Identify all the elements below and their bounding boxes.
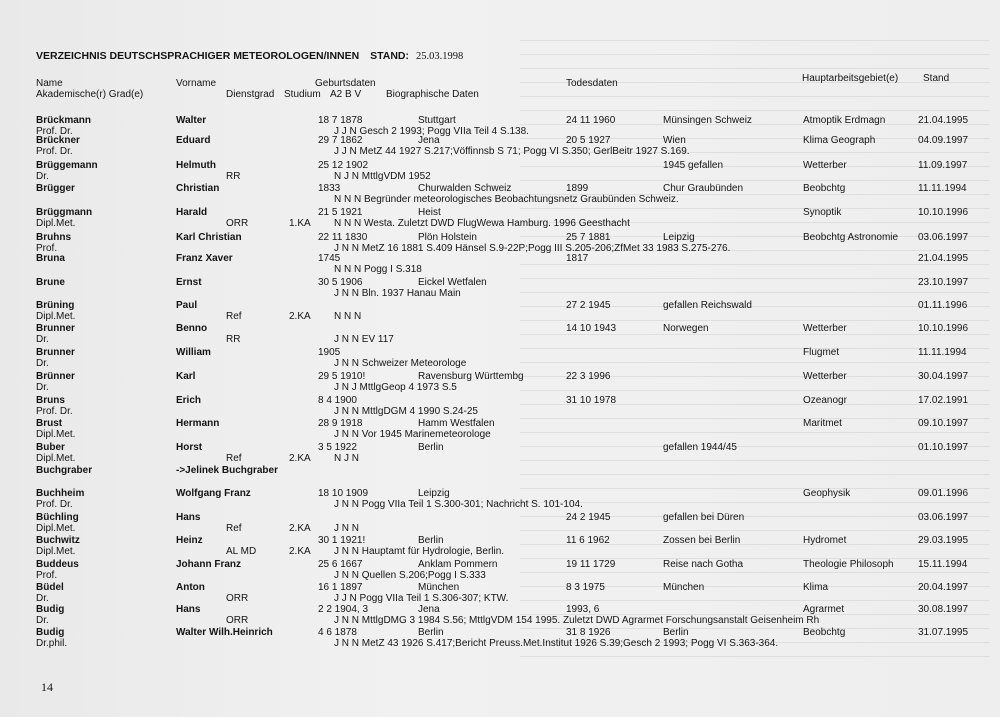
cell-grad: Dipl.Met. bbox=[36, 429, 76, 440]
cell-geb-ort: Leipzig bbox=[418, 488, 450, 499]
cell-bio: N N N Pogg I S.318 bbox=[334, 264, 422, 275]
cell-grad: Dipl.Met. bbox=[36, 311, 76, 322]
cell-geb: 30 1 1921! bbox=[318, 535, 366, 546]
cell-tod-ort: Zossen bei Berlin bbox=[663, 535, 741, 546]
stand-date: 25.03.1998 bbox=[415, 51, 464, 62]
cell-stand: 04.09.1997 bbox=[918, 135, 969, 146]
cell-dienst: Ref bbox=[226, 311, 242, 322]
cell-geb-ort: Ravensburg Württembg bbox=[418, 371, 524, 382]
cell-stand: 11.11.1994 bbox=[918, 347, 967, 358]
cell-tod-ort: Berlin bbox=[663, 627, 689, 638]
cell-geb-ort: Eickel Wetfalen bbox=[418, 277, 487, 288]
cell-grad: Prof. bbox=[36, 570, 58, 581]
cell-geb: 16 1 1897 bbox=[318, 582, 363, 593]
cell-tod-ort: Wien bbox=[663, 135, 686, 146]
header-geburtsdaten: Geburtsdaten bbox=[315, 78, 376, 89]
cell-studium: 2.KA bbox=[289, 453, 311, 464]
cell-vorname: Johann Franz bbox=[176, 559, 242, 570]
cell-gebiet: Hydromet bbox=[803, 535, 847, 546]
cell-name: Brüggemann bbox=[36, 160, 98, 171]
cell-grad: Dr. bbox=[36, 334, 49, 345]
cell-geb-ort: Jena bbox=[418, 604, 440, 615]
cell-tod: 22 3 1996 bbox=[566, 371, 611, 382]
cell-grad: Dipl.Met. bbox=[36, 546, 76, 557]
cell-stand: 11.09.1997 bbox=[918, 160, 968, 171]
cell-dienst: AL MD bbox=[226, 546, 257, 557]
cell-name: Bruhns bbox=[36, 232, 71, 243]
cell-vorname: Ernst bbox=[176, 277, 202, 288]
cell-gebiet: Wetterber bbox=[803, 371, 847, 382]
cell-grad: Dr. bbox=[36, 382, 49, 393]
cell-stand: 20.04.1997 bbox=[918, 582, 969, 593]
cell-geb: 30 5 1906 bbox=[318, 277, 363, 288]
cell-gebiet: Beobchtg bbox=[803, 183, 846, 194]
cell-name: Brückmann bbox=[36, 115, 92, 126]
document-title bbox=[36, 50, 463, 62]
cell-stand: 30.04.1997 bbox=[918, 371, 969, 382]
cell-geb: 25 6 1667 bbox=[318, 559, 363, 570]
cell-geb: 29 5 1910! bbox=[318, 371, 366, 382]
cell-grad: Dipl.Met. bbox=[36, 218, 76, 229]
cell-geb-ort: Jena bbox=[418, 135, 440, 146]
cell-gebiet: Geophysik bbox=[803, 488, 851, 499]
cell-bio: J N N Pogg VIIa Teil 1 S.300-301; Nachricht S. 101-104. bbox=[334, 499, 583, 510]
cell-name: Büchling bbox=[36, 512, 79, 523]
cell-dienst: ORR bbox=[226, 218, 249, 229]
cell-name: Brüggmann bbox=[36, 207, 93, 218]
cell-vorname: Christian bbox=[176, 183, 220, 194]
cell-bio: J J N MetZ 44 1927 S.217;Vöffinnsb S 71; Pogg VI S.350; GerlBeitr 1927 S.169. bbox=[334, 146, 690, 157]
cell-bio: J N N Bln. 1937 Hanau Main bbox=[334, 288, 461, 299]
cell-bio: J N N EV 117 bbox=[334, 334, 394, 345]
cell-geb-ort: Stuttgart bbox=[418, 115, 456, 126]
cell-name: Brunner bbox=[36, 347, 75, 358]
cell-stand: 15.11.1994 bbox=[918, 559, 968, 570]
cell-tod-ort: Chur Graubünden bbox=[663, 183, 744, 194]
cell-geb-ort: München bbox=[418, 582, 460, 593]
cell-grad: Dr. bbox=[36, 593, 49, 604]
cell-geb: 1745 bbox=[318, 253, 341, 264]
cell-tod: 24 11 1960 bbox=[566, 115, 616, 126]
cell-geb: 22 11 1830 bbox=[318, 232, 368, 243]
cell-name: Brust bbox=[36, 418, 63, 429]
cell-stand: 01.10.1997 bbox=[918, 442, 969, 453]
cell-geb: 2 2 1904, 3 bbox=[318, 604, 369, 615]
cell-geb-ort: Churwalden Schweiz bbox=[418, 183, 512, 194]
cell-geb: 25 12 1902 bbox=[318, 160, 369, 171]
header-stand: Stand bbox=[923, 73, 950, 84]
header-dienstgrad: Dienstgrad bbox=[226, 89, 275, 100]
cell-grad: Prof. Dr. bbox=[36, 146, 73, 157]
cell-name: Buchwitz bbox=[36, 535, 80, 546]
cell-stand: 23.10.1997 bbox=[918, 277, 969, 288]
cell-name: Buchheim bbox=[36, 488, 85, 499]
cell-name: Brünner bbox=[36, 371, 75, 382]
cell-gebiet: Flugmet bbox=[803, 347, 840, 358]
cell-stand: 29.03.1995 bbox=[918, 535, 969, 546]
cell-dienst: RR bbox=[226, 334, 241, 345]
cell-vorname: Heinz bbox=[176, 535, 203, 546]
cell-tod-ort: gefallen bei Düren bbox=[663, 512, 745, 523]
cell-tod-ort: Münsingen Schweiz bbox=[663, 115, 752, 126]
cell-geb: 18 10 1909 bbox=[318, 488, 369, 499]
cell-name: Brügger bbox=[36, 183, 75, 194]
cell-tod-ort: gefallen 1944/45 bbox=[663, 442, 737, 453]
cell-bio: N N N bbox=[334, 311, 362, 322]
cell-vorname: Hans bbox=[176, 512, 201, 523]
cell-stand: 03.06.1997 bbox=[918, 232, 969, 243]
cell-tod-ort: Leipzig bbox=[663, 232, 695, 243]
cell-name: Bruns bbox=[36, 395, 65, 406]
cell-vorname: William bbox=[176, 347, 211, 358]
cell-stand: 10.10.1996 bbox=[918, 323, 969, 334]
cell-bio: N N N Begründer meteorologisches Beobachtungsnetz Graubünden Schweiz. bbox=[334, 194, 679, 205]
cell-geb-ort: Plön Holstein bbox=[418, 232, 477, 243]
cell-geb-ort: Hamm Westfalen bbox=[418, 418, 495, 429]
cell-tod: 25 7 1881 bbox=[566, 232, 611, 243]
cell-geb: 29 7 1862 bbox=[318, 135, 363, 146]
cell-bio: N J N MttlgVDM 1952 bbox=[334, 171, 431, 182]
cell-tod: 11 6 1962 bbox=[566, 535, 610, 546]
cell-tod: 31 8 1926 bbox=[566, 627, 611, 638]
cell-gebiet: Klima Geograph bbox=[803, 135, 876, 146]
cell-tod: 14 10 1943 bbox=[566, 323, 617, 334]
cell-geb: 4 6 1878 bbox=[318, 627, 357, 638]
cell-studium: 1.KA bbox=[289, 218, 311, 229]
cell-grad: Dipl.Met. bbox=[36, 523, 76, 534]
cell-tod: 31 10 1978 bbox=[566, 395, 617, 406]
cell-tod: 19 11 1729 bbox=[566, 559, 616, 570]
cell-grad: Dr. bbox=[36, 171, 49, 182]
cell-bio: J N N Vor 1945 Marinemeteorologe bbox=[334, 429, 491, 440]
cell-bio: J J N Gesch 2 1993; Pogg VIIa Teil 4 S.138. bbox=[334, 126, 529, 137]
cell-vorname: Wolfgang Franz bbox=[176, 488, 251, 499]
header-bio: Biographische Daten bbox=[386, 89, 479, 100]
cell-gebiet: Wetterber bbox=[803, 160, 847, 171]
cell-vorname: Eduard bbox=[176, 135, 211, 146]
cell-geb-ort: Berlin bbox=[418, 535, 444, 546]
cell-bio: J N N MetZ 43 1926 S.417;Bericht Preuss.Met.Institut 1926 S.39;Gesch 2 1993; Pogg VI S.363-364. bbox=[334, 638, 779, 649]
cell-geb: 21 5 1921 bbox=[318, 207, 363, 218]
cell-geb-ort: Berlin bbox=[418, 627, 444, 638]
cell-stand: 31.07.1995 bbox=[918, 627, 969, 638]
cell-gebiet: Synoptik bbox=[803, 207, 842, 218]
cell-dienst: ORR bbox=[226, 615, 249, 626]
cell-tod: 8 3 1975 bbox=[566, 582, 605, 593]
cell-dienst: Ref bbox=[226, 523, 242, 534]
cell-name: Brunner bbox=[36, 323, 75, 334]
cell-gebiet: Klima bbox=[803, 582, 829, 593]
cell-tod: 20 5 1927 bbox=[566, 135, 611, 146]
cell-grad: Dr. bbox=[36, 358, 49, 369]
cell-vorname: Harald bbox=[176, 207, 208, 218]
cell-vorname: Hans bbox=[176, 604, 201, 615]
cell-vorname: ->Jelinek Buchgraber bbox=[176, 465, 278, 476]
cell-name: Büdel bbox=[36, 582, 64, 593]
cell-stand: 11.11.1994 bbox=[918, 183, 967, 194]
cell-dienst: ORR bbox=[226, 593, 249, 604]
cell-gebiet: Beobchtg bbox=[803, 627, 846, 638]
cell-stand: 09.01.1996 bbox=[918, 488, 969, 499]
header-studium: Studium bbox=[284, 89, 321, 100]
cell-name: Brüning bbox=[36, 300, 75, 311]
cell-dienst: Ref bbox=[226, 453, 242, 464]
cell-geb: 8 4 1900 bbox=[318, 395, 357, 406]
cell-grad: Prof. bbox=[36, 243, 58, 254]
cell-stand: 21.04.1995 bbox=[918, 115, 969, 126]
cell-geb: 1833 bbox=[318, 183, 341, 194]
cell-stand: 30.08.1997 bbox=[918, 604, 969, 615]
cell-grad: Dipl.Met. bbox=[36, 453, 76, 464]
cell-name: Bruna bbox=[36, 253, 65, 264]
cell-vorname: Walter bbox=[176, 115, 207, 126]
title-text: VERZEICHNIS DEUTSCHSPRACHIGER METEOROLOGEN/INNEN bbox=[36, 50, 360, 62]
cell-name: Buchgraber bbox=[36, 465, 93, 476]
cell-name: Budig bbox=[36, 627, 65, 638]
cell-grad: Dr.phil. bbox=[36, 638, 68, 649]
cell-grad: Prof. Dr. bbox=[36, 499, 73, 510]
cell-studium: 2.KA bbox=[289, 546, 311, 557]
cell-bio: J N N bbox=[334, 523, 359, 534]
cell-bio: J N N MttlgDGM 4 1990 S.24-25 bbox=[334, 406, 478, 417]
cell-gebiet: Ozeanogr bbox=[803, 395, 847, 406]
cell-bio: J N J MttlgGeop 4 1973 S.5 bbox=[334, 382, 457, 393]
header-hauptarbeitsgebiet: Hauptarbeitsgebiet(e) bbox=[802, 73, 899, 84]
cell-bio: J J N Pogg VIIa Teil 1 S.306-307; KTW. bbox=[334, 593, 509, 604]
cell-bio: J N N Hauptamt für Hydrologie, Berlin. bbox=[334, 546, 505, 557]
cell-stand: 10.10.1996 bbox=[918, 207, 969, 218]
cell-gebiet: Beobchtg Astronomie bbox=[803, 232, 899, 243]
header-todesdaten: Todesdaten bbox=[566, 78, 618, 89]
cell-tod: 1817 bbox=[566, 253, 589, 264]
cell-gebiet: Wetterber bbox=[803, 323, 847, 334]
cell-studium: 2.KA bbox=[289, 311, 311, 322]
cell-tod: 1899 bbox=[566, 183, 589, 194]
cell-stand: 09.10.1997 bbox=[918, 418, 969, 429]
cell-name: Buber bbox=[36, 442, 65, 453]
cell-vorname: Walter Wilh.Heinrich bbox=[176, 627, 273, 638]
cell-vorname: Karl Christian bbox=[176, 232, 242, 243]
cell-vorname: Franz Xaver bbox=[176, 253, 233, 264]
header-vorname: Vorname bbox=[176, 78, 217, 89]
cell-bio: N J N bbox=[334, 453, 359, 464]
cell-gebiet: Maritmet bbox=[803, 418, 842, 429]
cell-vorname: Helmuth bbox=[176, 160, 216, 171]
cell-vorname: Paul bbox=[176, 300, 198, 311]
header-grad: Akademische(r) Grad(e) bbox=[36, 89, 144, 100]
cell-bio: J N N MetZ 16 1881 S.409 Hänsel S.9-22P;Pogg III S.205-206;ZfMet 33 1983 S.275-276. bbox=[334, 243, 731, 254]
cell-tod-ort: 1945 gefallen bbox=[663, 160, 724, 171]
cell-name: Brune bbox=[36, 277, 65, 288]
cell-vorname: Karl bbox=[176, 371, 196, 382]
cell-name: Buddeus bbox=[36, 559, 79, 570]
cell-vorname: Erich bbox=[176, 395, 202, 406]
cell-gebiet: Agrarmet bbox=[803, 604, 845, 615]
cell-geb: 28 9 1918 bbox=[318, 418, 363, 429]
cell-grad: Prof. Dr. bbox=[36, 126, 73, 137]
cell-bio: J N N Quellen S.206;Pogg I S.333 bbox=[334, 570, 486, 581]
cell-geb-ort: Berlin bbox=[418, 442, 444, 453]
cell-vorname: Anton bbox=[176, 582, 205, 593]
cell-stand: 17.02.1991 bbox=[918, 395, 969, 406]
cell-studium: 2.KA bbox=[289, 523, 311, 534]
cell-grad: Dr. bbox=[36, 615, 49, 626]
cell-name: Budig bbox=[36, 604, 65, 615]
cell-bio: J N N MttlgDMG 3 1984 S.56; MttlgVDM 154 1995. Zuletzt DWD Agrarmet Forschungsanstalt Geisenheim Rh bbox=[334, 615, 820, 626]
cell-grad: Prof. Dr. bbox=[36, 406, 73, 417]
cell-gebiet: Atmoptik Erdmagn bbox=[803, 115, 886, 126]
cell-tod: 27 2 1945 bbox=[566, 300, 611, 311]
cell-geb: 18 7 1878 bbox=[318, 115, 363, 126]
cell-geb: 3 5 1922 bbox=[318, 442, 357, 453]
cell-gebiet: Theologie Philosoph bbox=[803, 559, 894, 570]
cell-stand: 21.04.1995 bbox=[918, 253, 969, 264]
cell-geb: 1905 bbox=[318, 347, 341, 358]
cell-vorname: Horst bbox=[176, 442, 203, 453]
cell-tod-ort: Reise nach Gotha bbox=[663, 559, 744, 570]
cell-stand: 03.06.1997 bbox=[918, 512, 969, 523]
header-name: Name bbox=[36, 78, 63, 89]
cell-name: Brückner bbox=[36, 135, 80, 146]
cell-geb-ort: Heist bbox=[418, 207, 441, 218]
header-a2bv: A2 B V bbox=[330, 89, 362, 100]
stand-label: STAND: bbox=[370, 50, 410, 62]
cell-tod-ort: Norwegen bbox=[663, 323, 709, 334]
cell-geb-ort: Anklam Pommern bbox=[418, 559, 498, 570]
cell-tod-ort: gefallen Reichswald bbox=[663, 300, 752, 311]
cell-bio: J N N Schweizer Meteorologe bbox=[334, 358, 467, 369]
cell-vorname: Hermann bbox=[176, 418, 220, 429]
cell-tod-ort: München bbox=[663, 582, 705, 593]
page-number: 14 bbox=[41, 680, 53, 694]
cell-dienst: RR bbox=[226, 171, 241, 182]
cell-bio: N N N Westa. Zuletzt DWD FlugWewa Hamburg. 1996 Geesthacht bbox=[334, 218, 630, 229]
cell-tod: 24 2 1945 bbox=[566, 512, 611, 523]
cell-tod: 1993, 6 bbox=[566, 604, 600, 615]
cell-stand: 01.11.1996 bbox=[918, 300, 968, 311]
cell-vorname: Benno bbox=[176, 323, 208, 334]
